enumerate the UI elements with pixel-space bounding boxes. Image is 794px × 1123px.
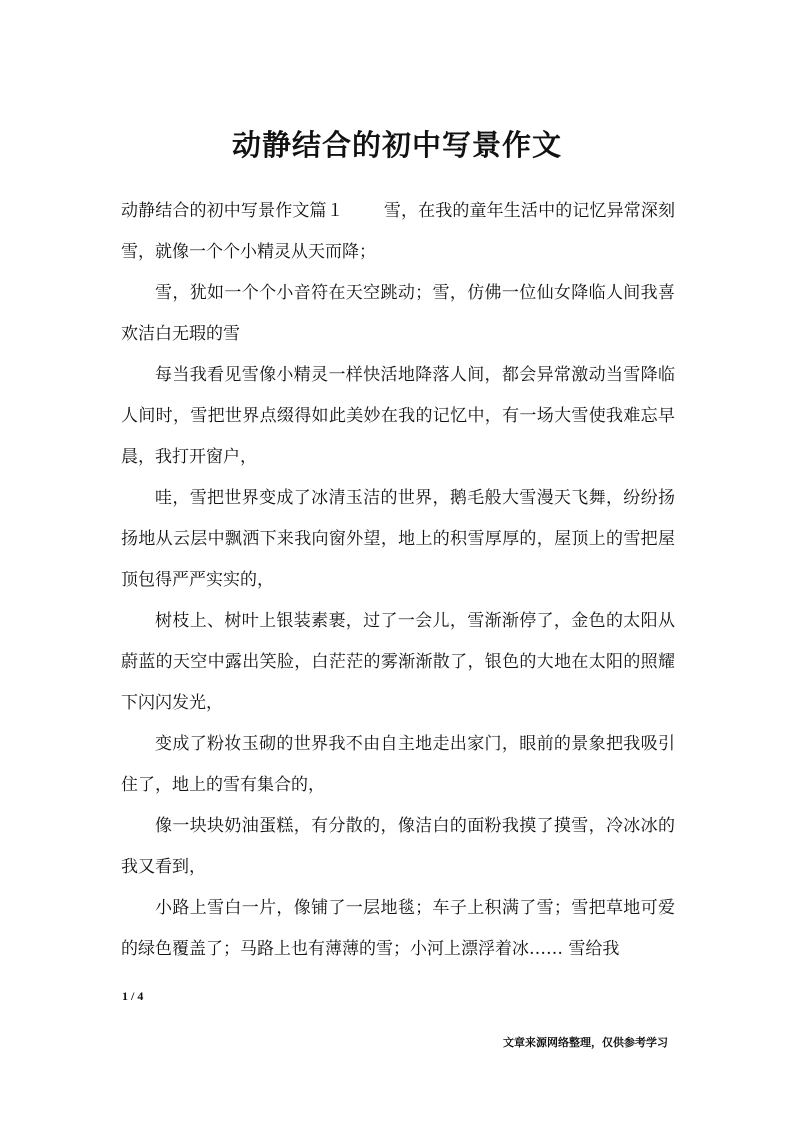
document-body <box>121 191 675 970</box>
paragraph-1-text: 雪，在我的童年生活中的记忆异常深刻雪，就像一个个小精灵从天而降； <box>121 201 676 262</box>
paragraph-4: 哇，雪把世界变成了冰清玉洁的世界，鹅毛般大雪漫天飞舞，纷纷扬扬地从云层中飘洒下来我向窗外望，地上的积雪厚厚的，屋顶上的雪把屋顶包得严严实实的， <box>121 488 675 590</box>
paragraph-6: 变成了粉妆玉砌的世界我不由自主地走出家门，眼前的景象把我吸引住了，地上的雪有集合的， <box>121 734 675 795</box>
paragraph-3: 每当我看见雪像小精灵一样快活地降落人间，都会异常激动当雪降临人间时，雪把世界点缀得如此美妙在我的记忆中，有一场大雪使我难忘早晨，我打开窗户， <box>121 365 675 467</box>
paragraph-1 <box>121 191 675 273</box>
paragraph-5: 树枝上、树叶上银装素裹，过了一会儿，雪渐渐停了，金色的太阳从蔚蓝的天空中露出笑脸，白茫茫的雾渐渐散了，银色的大地在太阳的照耀下闪闪发光， <box>121 611 675 713</box>
paragraph-7: 像一块块奶油蛋糕，有分散的，像洁白的面粉我摸了摸雪，冷冰冰的我又看到， <box>121 816 675 877</box>
page-number: 1 / 4 <box>122 989 144 1003</box>
inline-heading: 动静结合的初中写景作文篇１ <box>121 201 344 221</box>
paragraph-2: 雪，犹如一个个小音符在天空跳动；雪，仿佛一位仙女降临人间我喜欢洁白无瑕的雪 <box>121 283 675 344</box>
document-title: 动静结合的初中写景作文 <box>231 128 562 162</box>
footer-note: 文章来源网络整理，仅供参考学习 <box>503 1036 668 1049</box>
paragraph-8: 小路上雪白一片，像铺了一层地毯；车子上积满了雪；雪把草地可爱的绿色覆盖了；马路上也有薄薄的雪；小河上漂浮着冰…… 雪给我 <box>121 898 675 959</box>
